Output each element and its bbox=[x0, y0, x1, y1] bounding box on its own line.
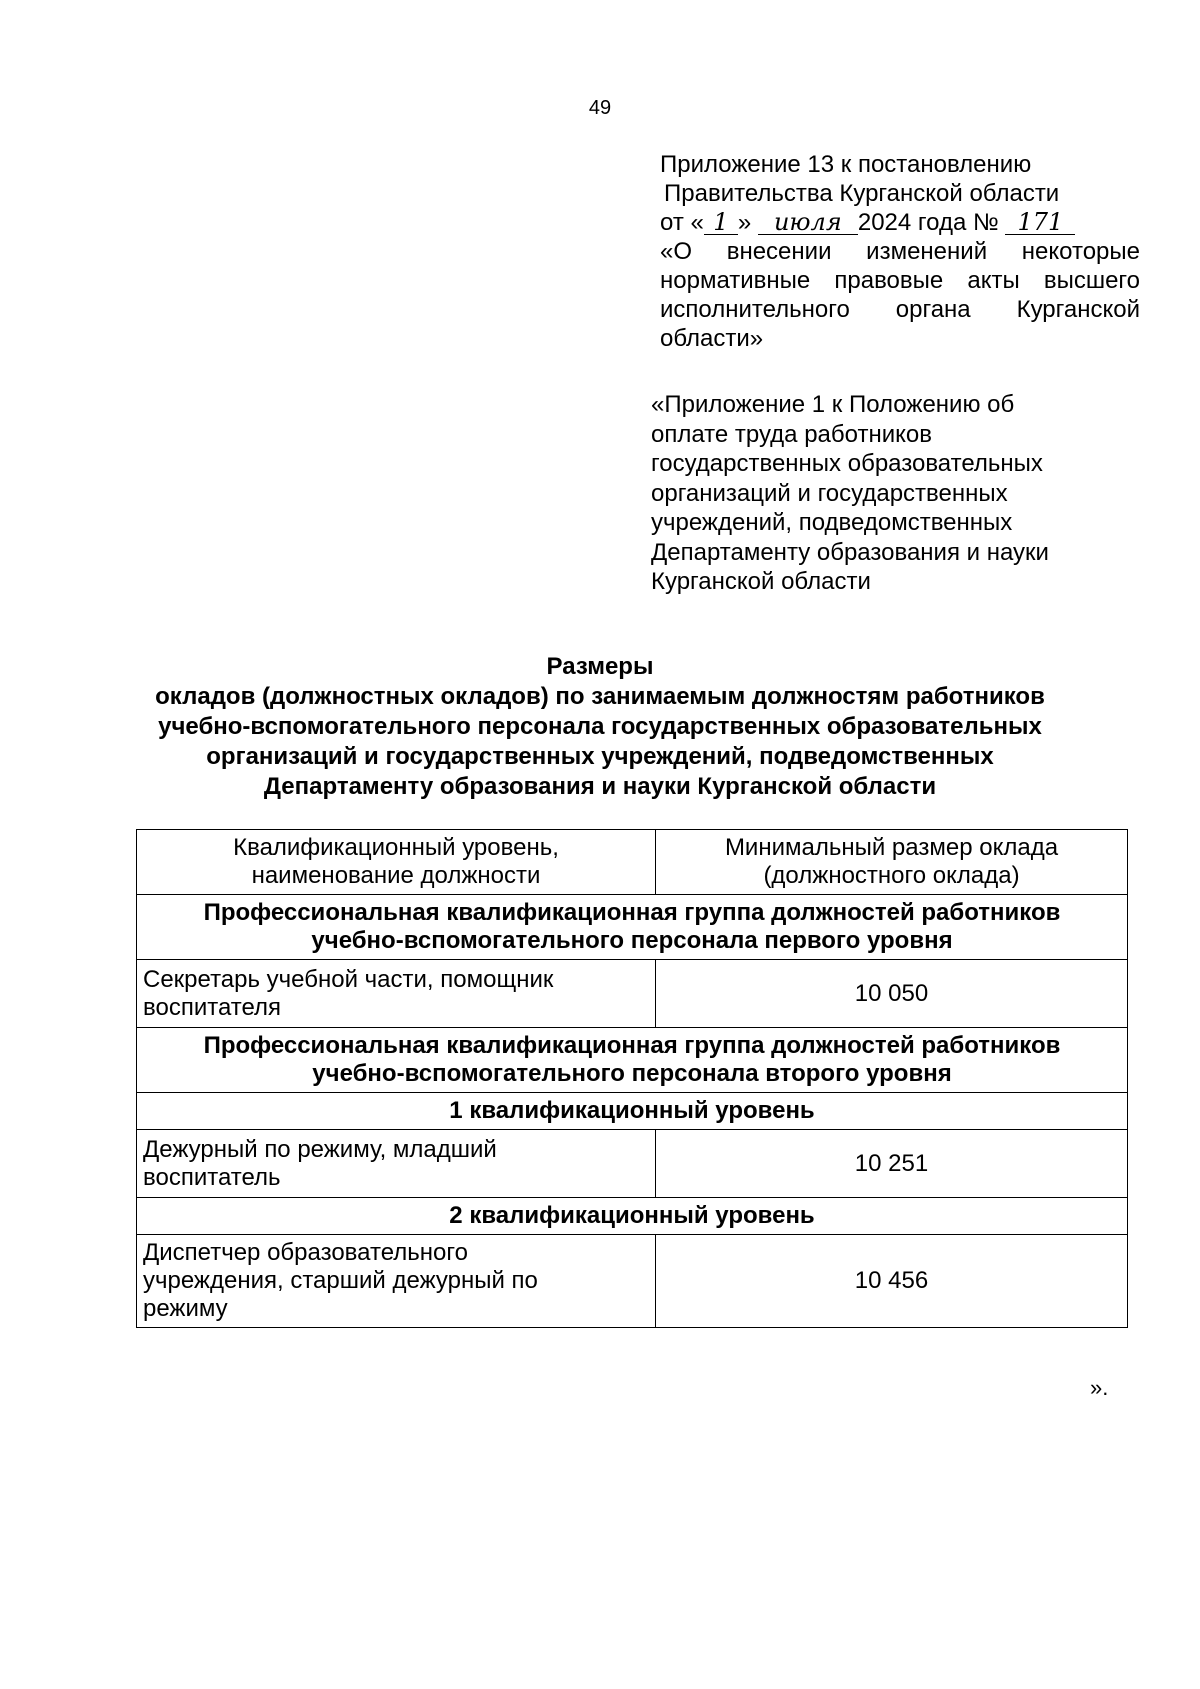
appendix-reference-line: учреждений, подведомственных bbox=[651, 509, 1013, 536]
appendix-header bbox=[660, 150, 1140, 353]
table-level-row bbox=[137, 1198, 1128, 1235]
position-text: воспитатель bbox=[143, 1163, 281, 1191]
group-text: учебно-вспомогательного персонала второго уровня bbox=[312, 1060, 952, 1087]
position-cell bbox=[137, 1235, 656, 1328]
table-header-row bbox=[137, 830, 1128, 895]
group-text: Профессиональная квалификационная группа должностей работников bbox=[203, 1032, 1061, 1059]
qualification-level-1: 1 квалификационный уровень bbox=[137, 1093, 1128, 1130]
appendix-quote-line: «О внесении изменений некоторые bbox=[660, 238, 1140, 265]
page-number: 49 bbox=[588, 97, 612, 119]
position-text: режиму bbox=[143, 1295, 228, 1322]
group-first-level bbox=[137, 895, 1128, 960]
salary-cell: 10 251 bbox=[656, 1130, 1128, 1198]
position-cell bbox=[137, 1130, 656, 1198]
appendix-header-line: Приложение 13 к постановлению bbox=[660, 151, 1032, 178]
header-qualification-level bbox=[137, 830, 656, 895]
salary-table bbox=[136, 829, 1128, 1328]
salary-cell: 10 050 bbox=[656, 960, 1128, 1028]
appendix-reference-line: оплате труда работников bbox=[651, 420, 932, 448]
table-group-row bbox=[137, 895, 1128, 960]
salary-cell: 10 456 bbox=[656, 1235, 1128, 1328]
header-text: (должностного оклада) bbox=[763, 862, 1020, 889]
position-text: воспитателя bbox=[143, 993, 282, 1021]
appendix-reference-line: «Приложение 1 к Положению об bbox=[651, 391, 1015, 418]
appendix-header-line: Правительства Курганской области bbox=[664, 180, 1060, 207]
appendix-quote-line: нормативные правовые акты высшего bbox=[660, 267, 1140, 294]
header-text: наименование должности bbox=[251, 862, 541, 889]
appendix-reference-line: Курганской области bbox=[651, 568, 871, 595]
date-month-handwritten: июля bbox=[758, 210, 858, 235]
qualification-level-2: 2 квалификационный уровень bbox=[137, 1198, 1128, 1235]
position-text: Диспетчер образовательного bbox=[143, 1239, 468, 1266]
date-mid: » bbox=[737, 209, 752, 236]
table-level-row bbox=[137, 1093, 1128, 1130]
position-text: Секретарь учебной части, помощник bbox=[143, 965, 554, 993]
date-prefix: от « bbox=[660, 209, 704, 236]
title-line: Департаменту образования и науки Курганской области bbox=[263, 773, 937, 800]
position-text: Дежурный по режиму, младший bbox=[143, 1135, 497, 1163]
appendix-reference bbox=[651, 390, 1121, 597]
title-line: окладов (должностных окладов) по занимаемым должностям работников bbox=[155, 683, 1045, 710]
title-line: учебно-вспомогательного персонала государственных образовательных bbox=[158, 713, 1042, 740]
group-text: Профессиональная квалификационная группа должностей работников bbox=[203, 899, 1061, 926]
title-heading: Размеры bbox=[546, 653, 654, 680]
doc-number-handwritten: 171 bbox=[1005, 210, 1075, 235]
group-text: учебно-вспомогательного персонала первого уровня bbox=[311, 927, 953, 954]
header-text: Минимальный размер оклада bbox=[724, 834, 1059, 861]
table-row bbox=[137, 960, 1128, 1028]
table-row bbox=[137, 1130, 1128, 1198]
position-text: учреждения, старший дежурный по bbox=[143, 1267, 538, 1294]
header-min-salary bbox=[656, 830, 1128, 895]
header-text: Квалификационный уровень, bbox=[233, 834, 559, 861]
appendix-quote-line: области» bbox=[660, 325, 764, 352]
table-group-row bbox=[137, 1028, 1128, 1093]
appendix-date-line bbox=[660, 208, 1140, 237]
title-line: организаций и государственных учреждений, подведомственных bbox=[206, 743, 994, 770]
appendix-reference-line: организаций и государственных bbox=[651, 479, 1008, 507]
position-cell bbox=[137, 960, 656, 1028]
closing-quote-mark: ». bbox=[1090, 1375, 1109, 1400]
date-day-handwritten: 1 bbox=[704, 210, 738, 235]
table-row bbox=[137, 1235, 1128, 1328]
appendix-reference-line: Департаменту образования и науки bbox=[651, 538, 1049, 566]
date-year-text: 2024 года № bbox=[857, 209, 999, 236]
document-title bbox=[130, 652, 1070, 802]
appendix-quote-line: исполнительного органа Курганской bbox=[660, 296, 1140, 323]
appendix-reference-line: государственных образовательных bbox=[651, 450, 1043, 477]
group-second-level bbox=[137, 1028, 1128, 1093]
